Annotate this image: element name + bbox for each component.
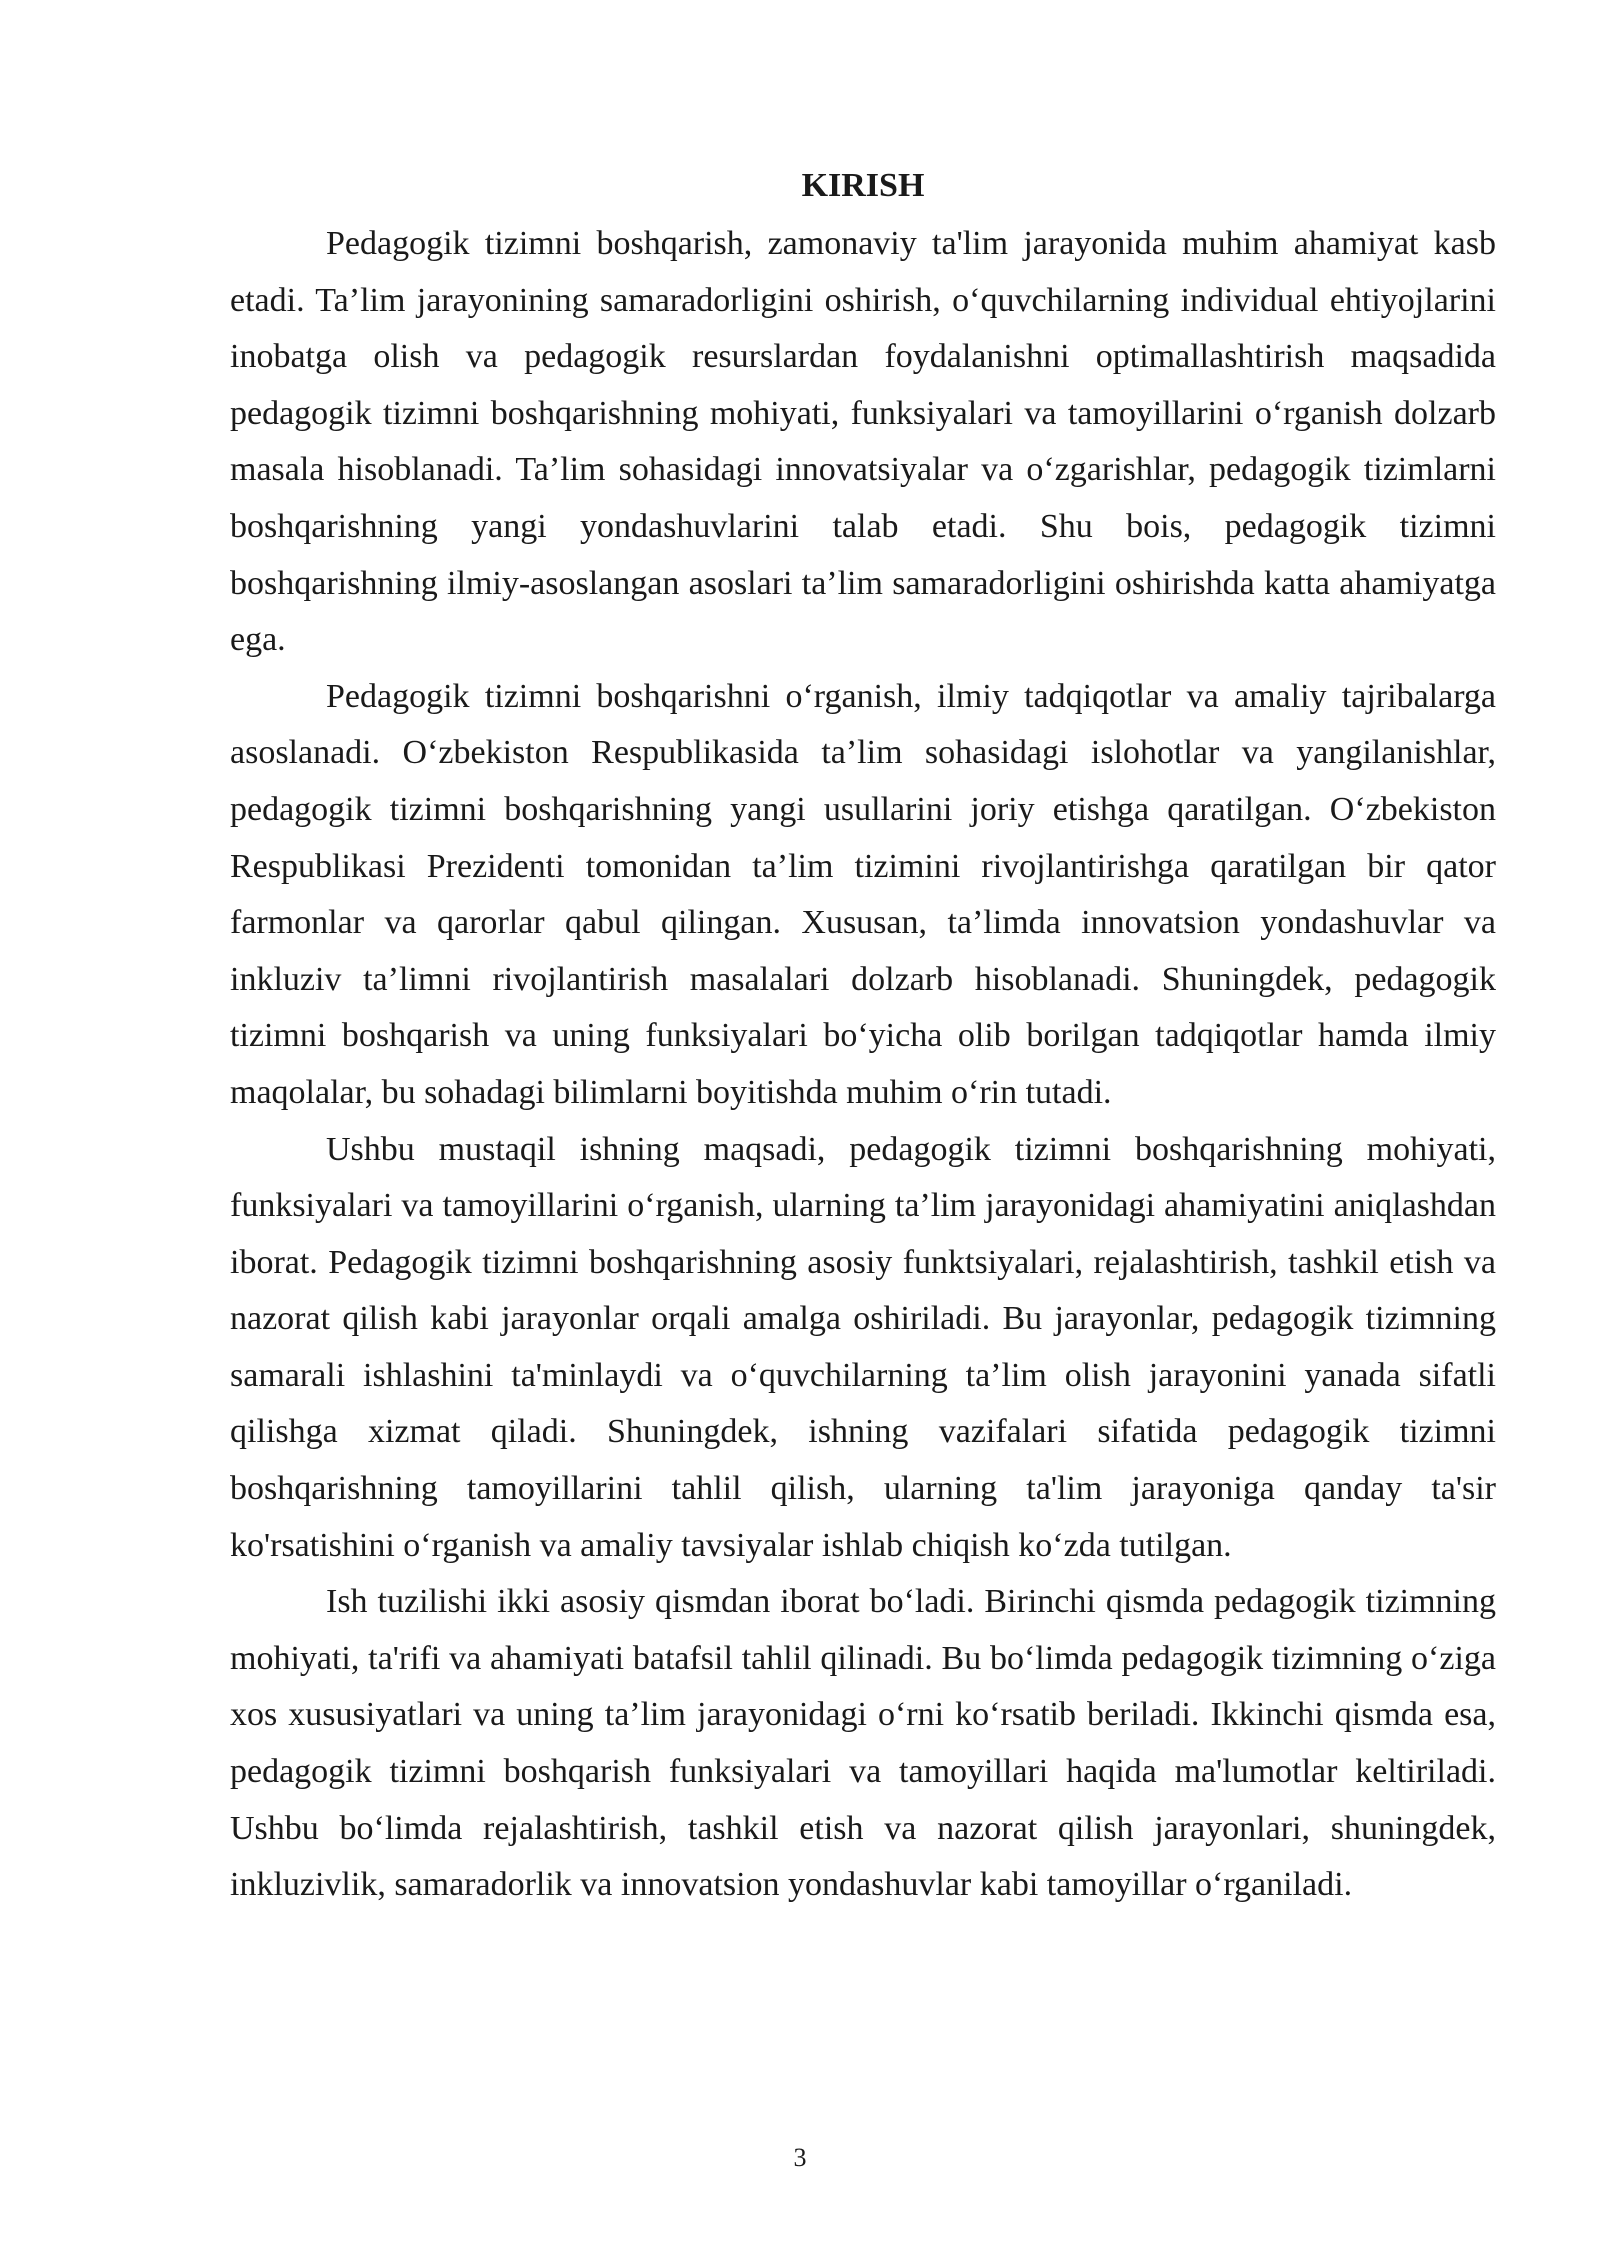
paragraph-2: Pedagogik tizimni boshqarishni o‘rganish, ilmiy tadqiqotlar va amaliy tajribalarga asoslanadi. O‘zbekiston Respublikasida ta’lim sohasidagi islohotlar va yangilanishlar, pedagogik tizimni boshqarishning yangi usullarini joriy etishga qaratilgan. O‘zbekiston Respublikasi Prezidenti tomonidan ta’lim tizimini rivojlantirishga qaratilgan bir qator farmonlar va qarorlar qabul qilingan. Xususan, ta’limda innovatsion yondashuvlar va inkluziv ta’limni rivojlantirish masalalari dolzarb hisoblanadi. Shuningdek, pedagogik tizimni boshqarish va uning funksiyalari bo‘yicha olib borilgan tadqiqotlar hamda ilmiy maqolalar, bu sohadagi bilimlarni boyitishda muhim o‘rin tutadi. <box>230 677 1496 1111</box>
section-title: KIRISH <box>801 167 925 204</box>
paragraph-3: Ushbu mustaqil ishning maqsadi, pedagogik tizimni boshqarishning mohiyati, funksiyalari va tamoyillarini o‘rganish, ularning ta’lim jarayonidagi ahamiyatini aniqlashdan iborat. Pedagogik tizimni boshqarishning asosiy funktsiyalari, rejalashtirish, tashkil etish va nazorat qilish kabi jarayonlar orqali amalga oshiriladi. Bu jarayonlar, pedagogik tizimning samarali ishlashini ta'minlaydi va o‘quvchilarning ta’lim olish jarayonini yanada sifatli qilishga xizmat qiladi. Shuningdek, ishning vazifalari sifatida pedagogik tizimni boshqarishning tamoyillarini tahlil qilish, ularning ta'lim jarayoniga qanday ta'sir ko'rsatishini o‘rganish va amaliy tavsiyalar ishlab chiqish ko‘zda tutilgan. <box>230 1130 1496 1564</box>
paragraph-1: Pedagogik tizimni boshqarish, zamonaviy ta'lim jarayonida muhim ahamiyat kasb etadi. Ta’lim jarayonining samaradorligini oshirish, o‘quvchilarning individual ehtiyojlarini inobatga olish va pedagogik resurslardan foydalanishni optimallashtirish maqsadida pedagogik tizimni boshqarishning mohiyati, funksiyalari va tamoyillarini o‘rganish dolzarb masala hisoblanadi. Ta’lim sohasidagi innovatsiyalar va o‘zgarishlar, pedagogik tizimlarni boshqarishning yangi yondashuvlarini talab etadi. Shu bois, pedagogik tizimni boshqarishning ilmiy-asoslangan asoslari ta’lim samaradorligini oshirishda katta ahamiyatga ega. <box>230 225 1496 659</box>
page-number: 3 <box>793 2143 807 2172</box>
page-content <box>230 158 1496 1914</box>
paragraph-4: Ish tuzilishi ikki asosiy qismdan iborat bo‘ladi. Birinchi qismda pedagogik tizimning mohiyati, ta'rifi va ahamiyati batafsil tahlil qilinadi. Bu bo‘limda pedagogik tizimning o‘ziga xos xususiyatlari va uning ta’lim jarayonidagi o‘rni ko‘rsatib beriladi. Ikkinchi qismda esa, pedagogik tizimni boshqarish funksiyalari va tamoyillari haqida ma'lumotlar keltiriladi. Ushbu bo‘limda rejalashtirish, tashkil etish va nazorat qilish jarayonlari, shuningdek, inkluzivlik, samaradorlik va innovatsion yondashuvlar kabi tamoyillar o‘rganiladi. <box>230 1583 1496 1904</box>
